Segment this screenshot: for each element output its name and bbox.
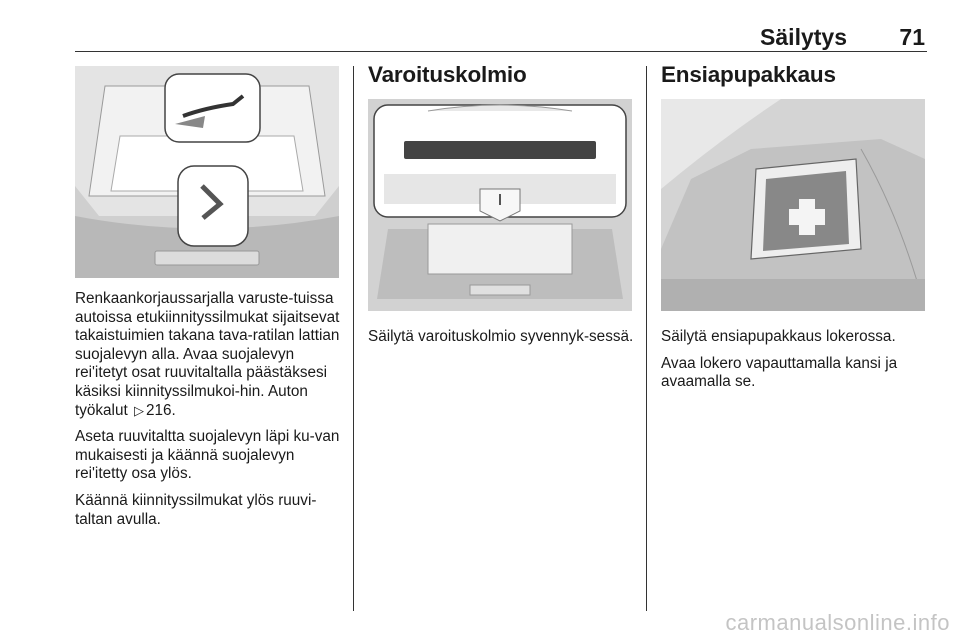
first-aid-drawing <box>661 99 925 311</box>
first-aid-kit-heading: Ensiapupakkaus <box>661 62 836 87</box>
paragraph-1 <box>75 290 347 420</box>
warning-triangle-illustration <box>368 99 632 311</box>
paragraph-1-text: Renkaankorjaussarjalla varuste-tuissa autoissa etukiinnityssilmukat sijaitsevat takaistuimien takana tava-ratilan lattian suojalevyn alla. Avaa suojalevyn rei'itetyt osat ruuvitaltalla päästäksesi käsiksi kiinnityssilmukoi-hin. Auton työkalut <box>75 290 340 419</box>
paragraph-3: Käännä kiinnityssilmukat ylös ruuvi-taltan avulla. <box>75 491 317 528</box>
ref-page-number: 216. <box>145 401 176 419</box>
column-divider-1 <box>353 66 354 611</box>
page-number: 71 <box>899 24 925 50</box>
header-rule <box>75 51 927 52</box>
section-title: Säilytys <box>760 24 847 50</box>
paragraph-2: Avaa lokero vapauttamalla kansi ja avaamalla se. <box>661 354 898 391</box>
column3 <box>661 62 929 88</box>
warning-triangle-heading: Varoituskolmio <box>368 62 527 87</box>
warning-triangle-drawing <box>368 99 632 311</box>
paragraph-1: Säilytä varoituskolmio syvennyk-sessä. <box>368 328 634 345</box>
first-aid-kit-illustration <box>661 99 925 311</box>
column1-text <box>75 290 347 537</box>
page-reference-icon: ▷ <box>133 402 144 418</box>
watermark: carmanualsonline.info <box>725 610 950 635</box>
page-header <box>75 22 927 50</box>
column2 <box>368 62 638 88</box>
paragraph-2: Aseta ruuvitaltta suojalevyn läpi ku-van mukaisesti ja käännä suojalevyn rei'itetty osa ylös. <box>75 428 340 483</box>
column3-text <box>661 328 929 400</box>
paragraph-1: Säilytä ensiapupakkaus lokerossa. <box>661 328 896 345</box>
trunk-drawing <box>75 66 339 278</box>
column-divider-2 <box>646 66 647 611</box>
column2-text <box>368 328 638 355</box>
tie-down-eyes-illustration <box>75 66 339 278</box>
